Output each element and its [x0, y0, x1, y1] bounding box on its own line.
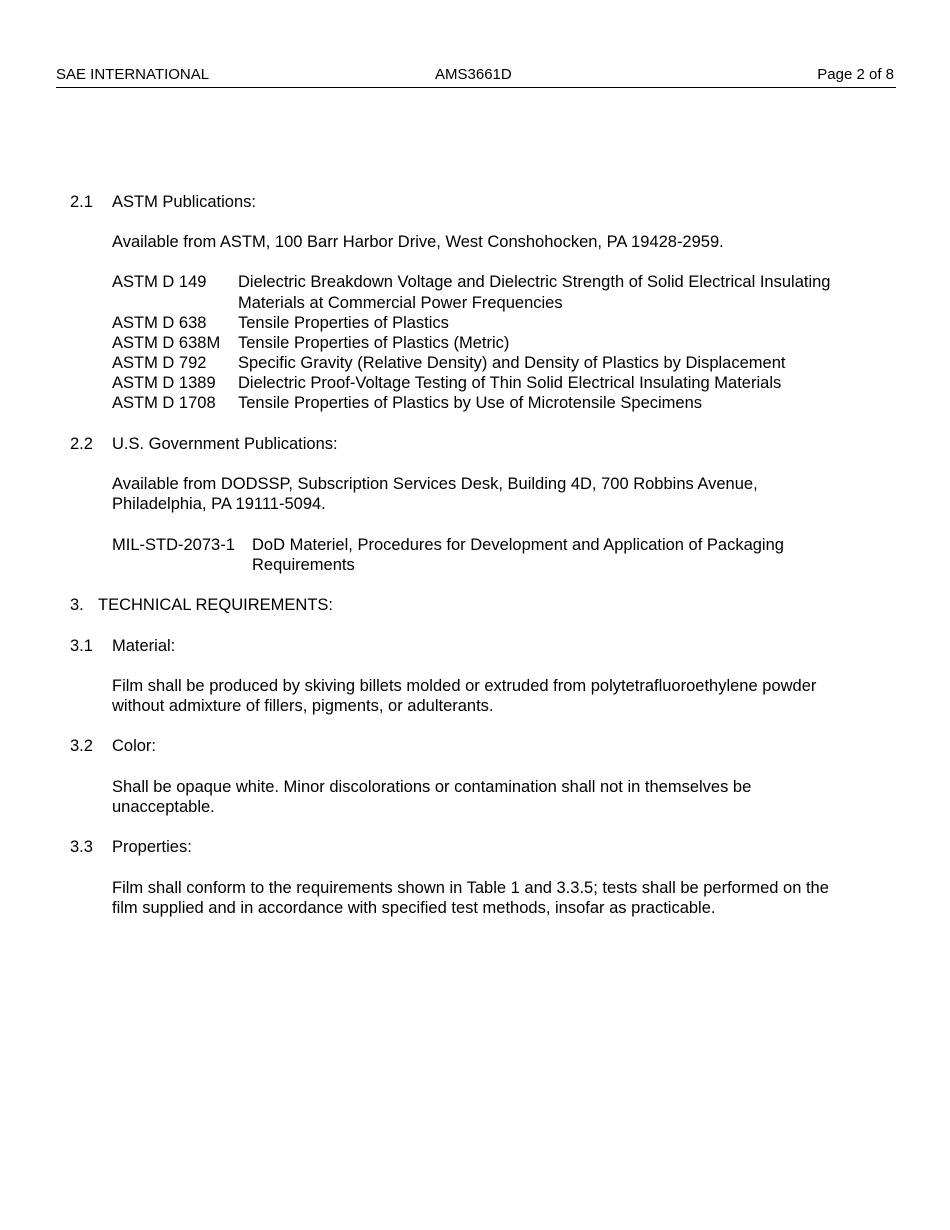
- section-number: 3.: [70, 596, 84, 614]
- section-number: 3.1: [70, 637, 93, 655]
- reference-title: Tensile Properties of Plastics: [238, 314, 449, 332]
- reference-title: Tensile Properties of Plastics (Metric): [238, 334, 510, 352]
- section-title: U.S. Government Publications:: [112, 435, 338, 453]
- header-org: SAE INTERNATIONAL: [56, 66, 210, 83]
- body-text: Film shall conform to the requirements shown in Table 1 and 3.3.5; tests shall be performed on the: [112, 879, 829, 897]
- availability-text: Available from DODSSP, Subscription Services Desk, Building 4D, 700 Robbins Avenue,: [112, 475, 758, 493]
- body-text: unacceptable.: [112, 798, 215, 816]
- reference-title: Dielectric Proof-Voltage Testing of Thin Solid Electrical Insulating Materials: [238, 374, 782, 392]
- reference-id: ASTM D 792: [112, 354, 207, 372]
- section-title: Color:: [112, 737, 157, 755]
- reference-title: Dielectric Breakdown Voltage and Dielectric Strength of Solid Electrical Insulating: [238, 273, 831, 291]
- section-title: Properties:: [112, 838, 192, 856]
- reference-title: Specific Gravity (Relative Density) and Density of Plastics by Displacement: [238, 354, 786, 372]
- reference-title: Tensile Properties of Plastics by Use of Microtensile Specimens: [238, 394, 703, 412]
- body-text: Shall be opaque white. Minor discolorations or contamination shall not in themselves be: [112, 778, 752, 796]
- reference-id: ASTM D 1708: [112, 394, 216, 412]
- section-title: ASTM Publications:: [112, 193, 256, 211]
- reference-title: Requirements: [252, 556, 355, 574]
- body-text: Film shall be produced by skiving billets molded or extruded from polytetrafluoroethylene powder: [112, 677, 817, 695]
- body-text: without admixture of fillers, pigments, or adulterants.: [112, 697, 494, 715]
- section-number: 3.2: [70, 737, 93, 755]
- body-text: film supplied and in accordance with specified test methods, insofar as practicable.: [112, 899, 716, 917]
- page-header: [56, 66, 896, 88]
- section-number: 2.1: [70, 193, 93, 211]
- availability-text: Philadelphia, PA 19111-5094.: [112, 495, 326, 513]
- header-doc-number: AMS3661D: [435, 66, 512, 83]
- reference-id: ASTM D 638M: [112, 334, 221, 352]
- reference-title: DoD Materiel, Procedures for Development and Application of Packaging: [252, 536, 784, 554]
- reference-id: ASTM D 149: [112, 273, 207, 291]
- header-page-number: Page 2 of 8: [817, 66, 894, 83]
- section-number: 3.3: [70, 838, 93, 856]
- availability-text: Available from ASTM, 100 Barr Harbor Drive, West Conshohocken, PA 19428-2959.: [112, 233, 724, 251]
- reference-id: ASTM D 638: [112, 314, 207, 332]
- reference-title: Materials at Commercial Power Frequencies: [238, 294, 563, 312]
- reference-id: MIL-STD-2073-1: [112, 536, 235, 554]
- section-number: 2.2: [70, 435, 93, 453]
- reference-id: ASTM D 1389: [112, 374, 216, 392]
- section-title: Material:: [112, 637, 176, 655]
- section-title: TECHNICAL REQUIREMENTS:: [98, 596, 333, 614]
